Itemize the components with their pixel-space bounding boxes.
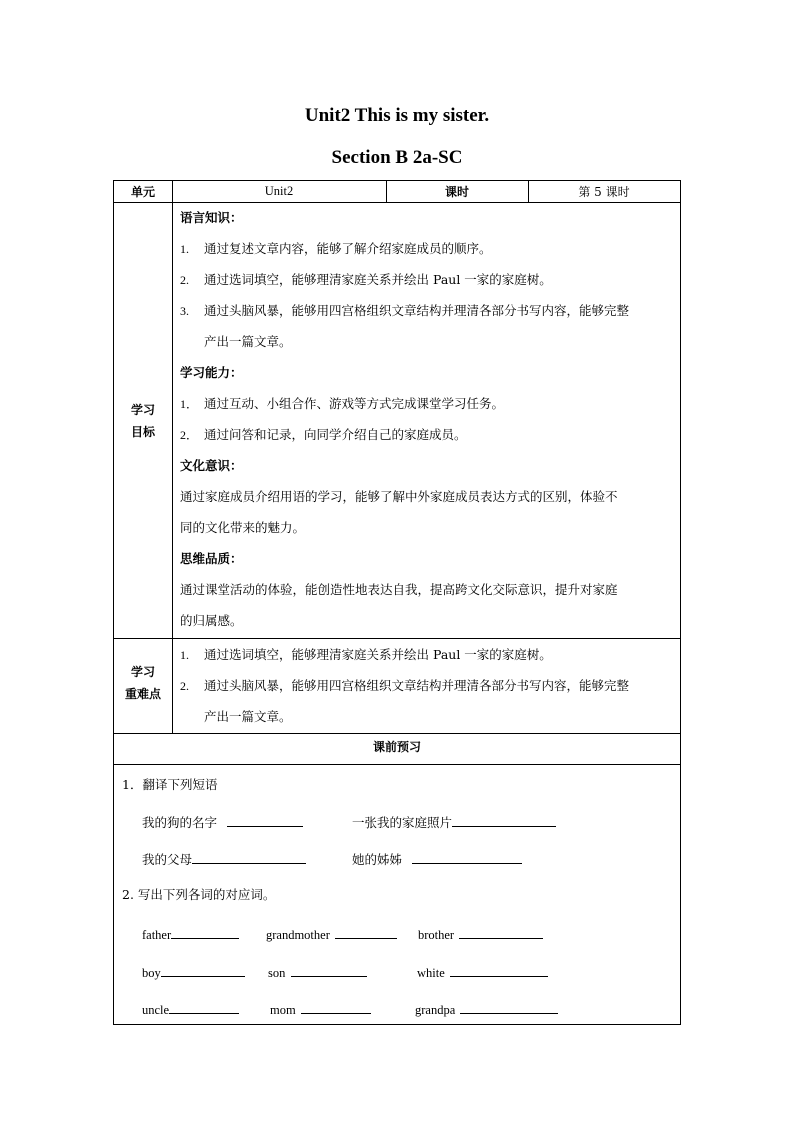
page-subtitle: Section B 2a-SC — [331, 147, 463, 168]
q2-item-brother: brother — [418, 926, 543, 942]
preview-heading: 课前预习 — [372, 740, 421, 754]
row-divider — [114, 638, 680, 639]
culture-text-2: 同的文化带来的魅力。 — [180, 520, 306, 535]
lesson-label: 课时 — [444, 185, 469, 199]
culture-heading: 文化意识： — [180, 458, 243, 473]
q2-title: 2. 写出下列各词的对应词。 — [122, 887, 276, 902]
row-divider — [114, 764, 680, 765]
thinking-text-2: 的归属感。 — [180, 613, 243, 628]
answer-blank[interactable] — [450, 964, 548, 977]
answer-blank[interactable] — [412, 851, 522, 864]
answer-blank[interactable] — [452, 814, 556, 827]
q2-item-grandpa: grandpa — [415, 1001, 558, 1017]
row-divider — [114, 733, 680, 734]
keypoints-label-2: 重难点 — [124, 687, 161, 701]
q1-item-3: 我的父母 — [142, 851, 306, 867]
answer-blank[interactable] — [227, 814, 303, 827]
answer-blank[interactable] — [335, 926, 397, 939]
q1-title: 1．翻译下列短语 — [122, 777, 218, 792]
language-heading: 语言知识： — [180, 210, 243, 225]
language-item-1: 1. 通过复述文章内容，能够了解介绍家庭成员的顺序。 — [180, 241, 492, 256]
q2-item-grandmother: grandmother — [266, 926, 397, 942]
unit-label: 单元 — [130, 185, 155, 199]
q2-item-mom: mom — [270, 1001, 371, 1017]
keypoint-item-2-cont: 产出一篇文章。 — [204, 709, 292, 724]
culture-text-1: 通过家庭成员介绍用语的学习，能够了解中外家庭成员表达方式的区别，体验不 — [180, 489, 618, 504]
row-divider — [114, 202, 680, 203]
ability-item-2: 2． 通过问答和记录，向同学介绍自己的家庭成员。 — [180, 427, 467, 442]
keypoint-item-2: 2. 通过头脑风暴，能够用四宫格组织文章结构并理清各部分书写内容，能够完整 — [180, 678, 630, 693]
language-item-3-cont: 产出一篇文章。 — [204, 334, 292, 349]
unit-value: Unit2 — [264, 184, 294, 198]
q2-item-boy: boy — [142, 964, 245, 980]
answer-blank[interactable] — [459, 926, 543, 939]
ability-item-1: 1． 通过互动、小组合作、游戏等方式完成课堂学习任务。 — [180, 396, 505, 411]
q2-item-uncle: uncle — [142, 1001, 239, 1017]
q2-item-father: father — [142, 926, 239, 942]
lesson-value: 第 5 课时 — [578, 185, 630, 199]
thinking-heading: 思维品质： — [180, 551, 243, 566]
q1-item-2: 一张我的家庭照片 — [352, 814, 556, 830]
answer-blank[interactable] — [161, 964, 245, 977]
page-title: Unit2 This is my sister. — [304, 105, 490, 126]
q1-item-4: 她的姊姊 — [352, 851, 522, 867]
answer-blank[interactable] — [192, 851, 306, 864]
language-item-2: 2. 通过选词填空，能够理清家庭关系并绘出 Paul 一家的家庭树。 — [180, 272, 552, 287]
answer-blank[interactable] — [301, 1001, 371, 1014]
q2-item-son: son — [268, 964, 367, 980]
q2-item-white: white — [417, 964, 548, 980]
language-item-3: 3. 通过头脑风暴，能够用四宫格组织文章结构并理清各部分书写内容，能够完整 — [180, 303, 630, 318]
answer-blank[interactable] — [169, 1001, 239, 1014]
keypoint-item-1: 1. 通过选词填空，能够理清家庭关系并绘出 Paul 一家的家庭树。 — [180, 647, 552, 662]
q1-item-1: 我的狗的名字 — [142, 814, 303, 830]
thinking-text-1: 通过课堂活动的体验，能创造性地表达自我，提高跨文化交际意识，提升对家庭 — [180, 582, 618, 597]
goals-label-2: 目标 — [130, 425, 155, 439]
lesson-plan-table — [113, 180, 681, 1025]
answer-blank[interactable] — [460, 1001, 558, 1014]
answer-blank[interactable] — [291, 964, 367, 977]
keypoints-label-1: 学习 — [130, 665, 155, 679]
column-divider — [172, 181, 173, 733]
goals-label-1: 学习 — [130, 403, 155, 417]
ability-heading: 学习能力： — [180, 365, 243, 380]
answer-blank[interactable] — [171, 926, 239, 939]
